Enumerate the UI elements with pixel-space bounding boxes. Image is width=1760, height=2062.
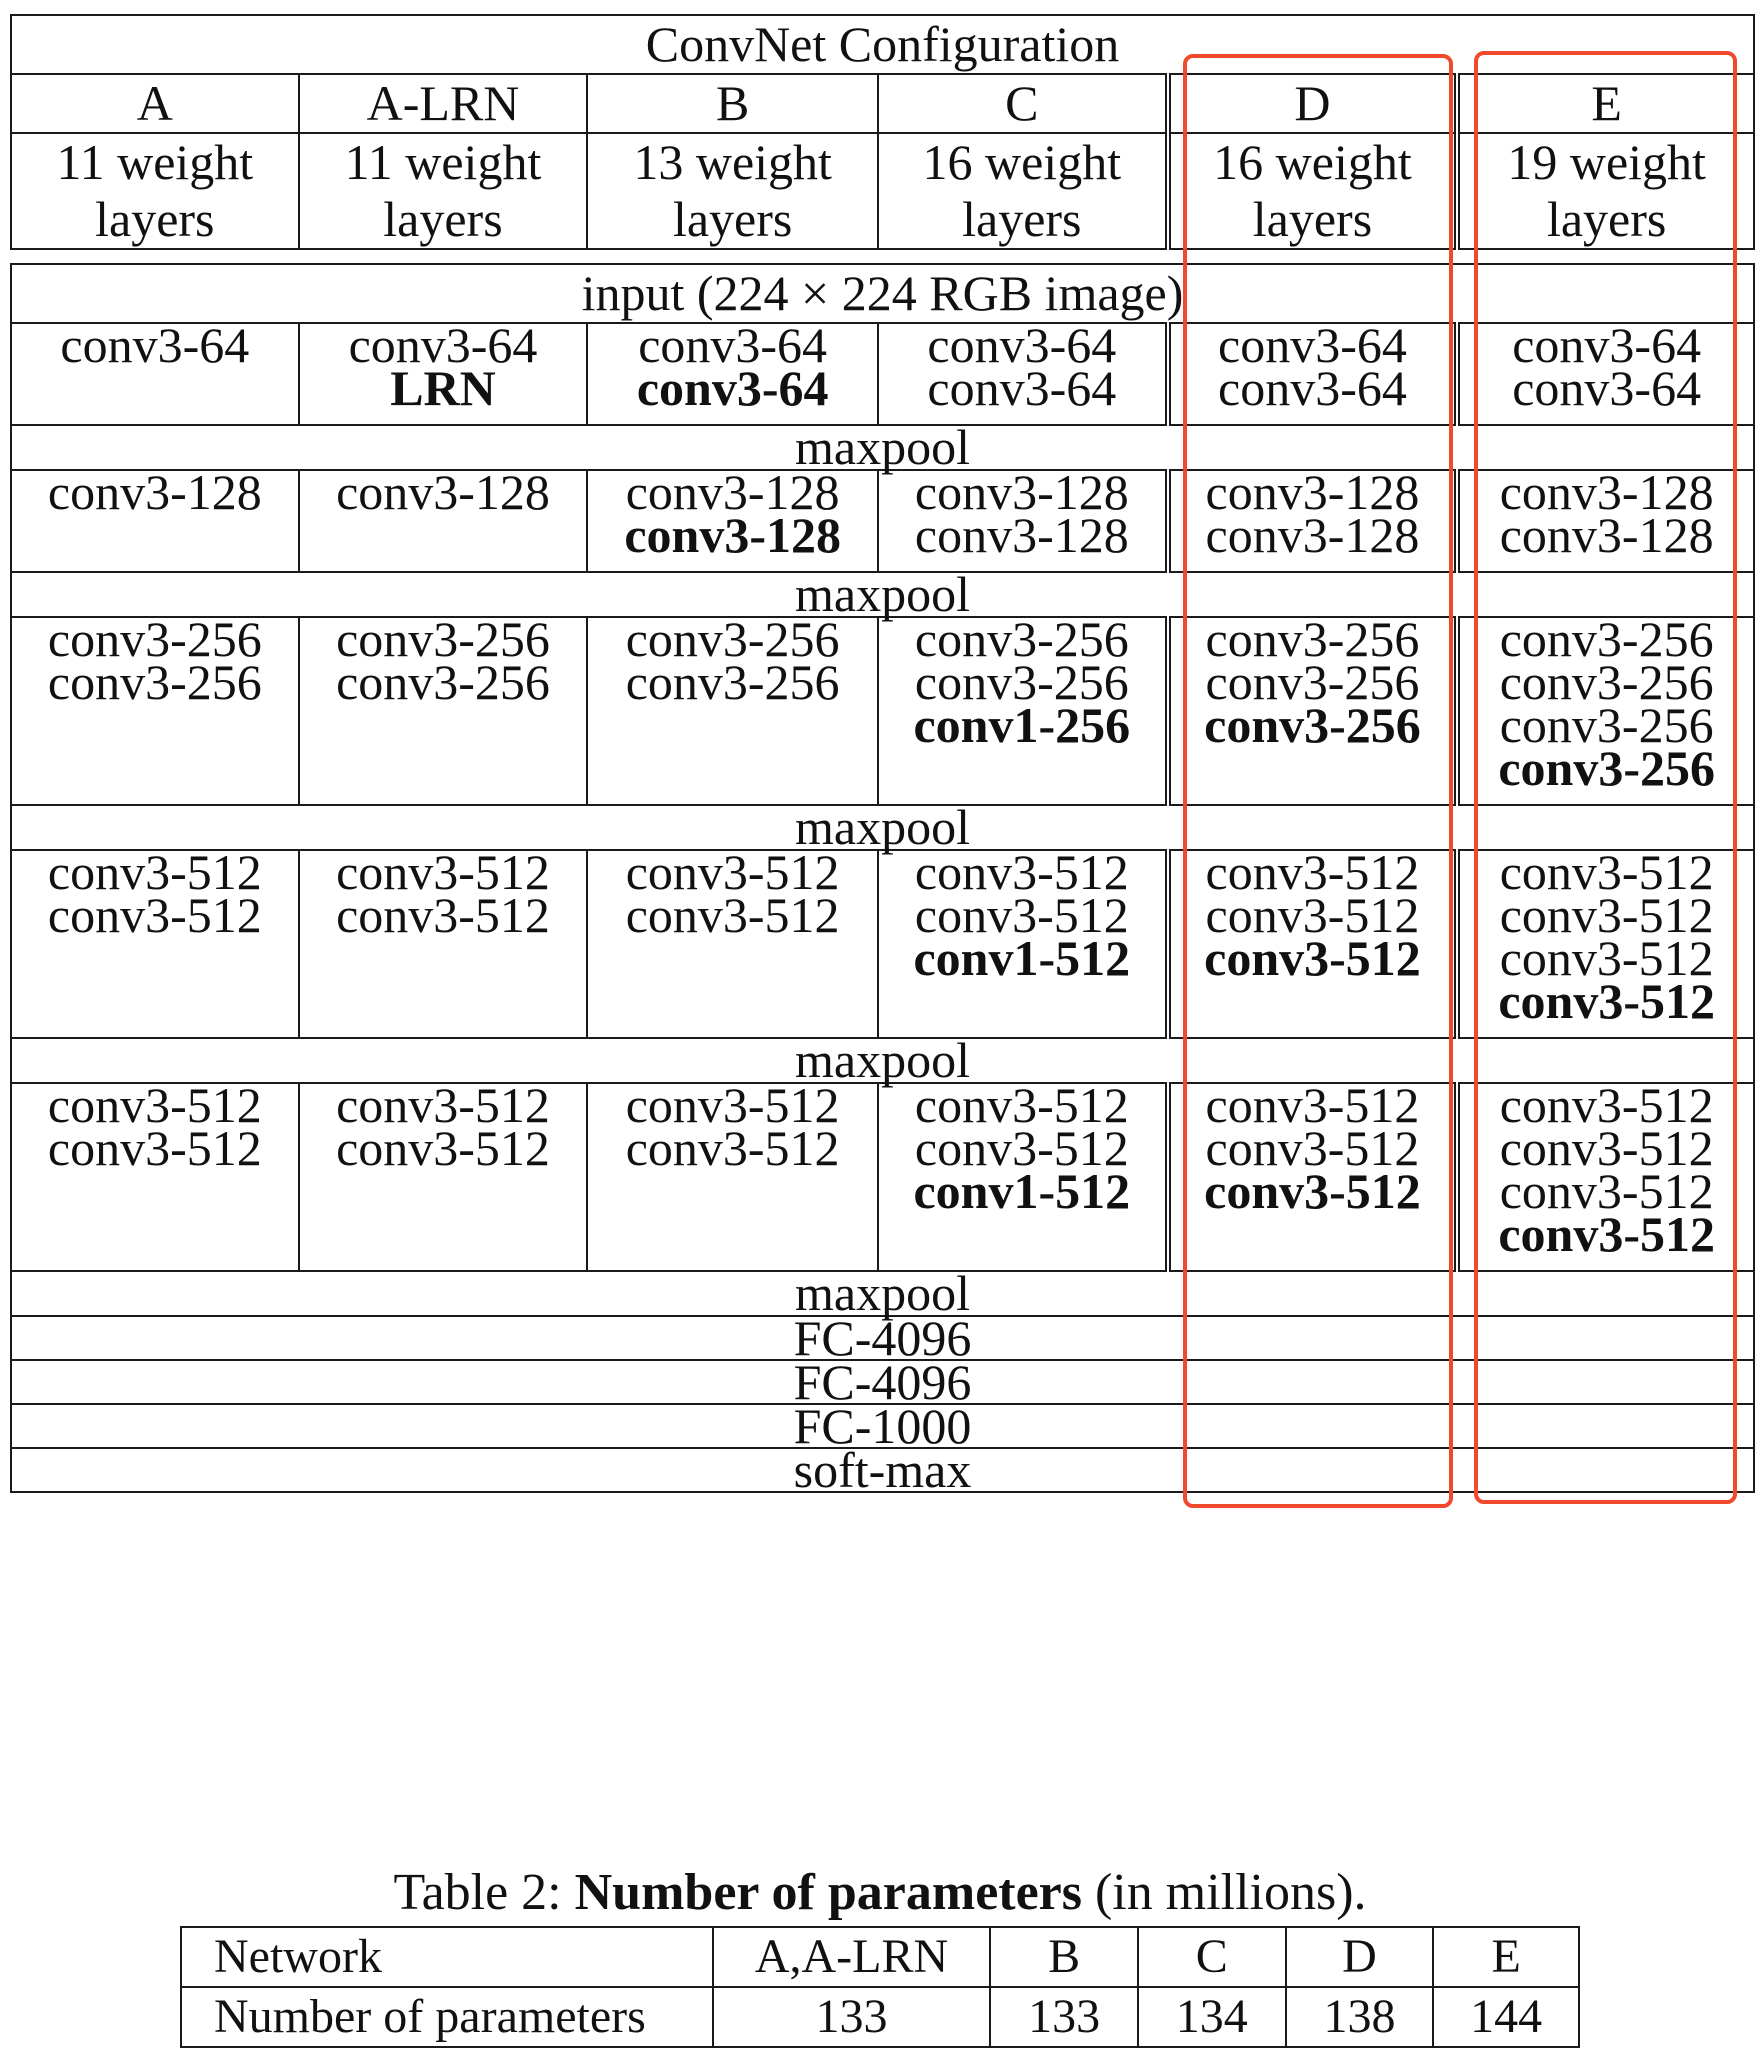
layer-entry: conv3-256 [625,654,840,710]
layer-entry: conv3-128 [914,507,1129,563]
layer-entry: conv3-512 [1204,1163,1421,1219]
layer-entry: conv3-512 [1499,1163,1714,1219]
conv-cell-c [878,844,1168,1038]
layer-count-a [11,133,299,249]
conv-cell-b [587,844,878,1038]
layer-count-line: layers [1252,191,1373,247]
maxpool-label: maxpool [11,572,1754,617]
layer-entry: conv3-512 [1499,844,1714,900]
conv-cell-b [587,317,878,425]
table2-caption-bold: Number of parameters [574,1864,1082,1921]
conv-cell-e [1457,464,1754,572]
column-name-d: D [1168,74,1458,133]
layer-entry: conv3-512 [1498,973,1715,1029]
layer-entry: conv1-512 [913,930,1131,986]
layer-count-line: layers [383,191,503,247]
layer-entry: conv3-512 [1499,887,1714,943]
conv-cell-a [11,844,299,1038]
conv-cell-a-lrn [299,317,588,425]
layer-entry: conv3-64 [927,317,1117,373]
layer-entry: conv3-512 [1499,1077,1714,1133]
tail-layer-label: soft-max [11,1448,1754,1492]
convnet-configuration-table [10,14,1755,1498]
layer-count-line: 11 weight [56,134,254,190]
layer-entry: conv3-256 [1499,697,1714,753]
layer-count-line: 16 weight [1213,134,1412,190]
conv-cell-d [1168,611,1458,805]
config-spacer [11,249,1754,264]
layer-entry: conv3-64 [638,317,828,373]
layer-entry: conv3-512 [1499,1120,1714,1176]
layer-entry: conv3-512 [336,887,550,943]
params-value-a-alrn: 133 [713,1987,991,2047]
conv-cell-a-lrn [299,844,588,1038]
layer-entry: conv3-64 [1512,360,1702,416]
conv-cell-c [878,317,1168,425]
conv-cell-b [587,1077,878,1271]
layer-count-e [1457,133,1754,249]
layer-entry: conv3-128 [914,464,1129,520]
params-header-d: D [1286,1927,1434,1987]
layer-entry: conv3-512 [336,1077,550,1133]
conv-cell-a-lrn [299,464,588,572]
layer-entry: conv3-256 [47,654,262,710]
layer-count-a-lrn [299,133,588,249]
layer-entry: conv3-512 [914,1077,1129,1133]
layer-entry: conv3-256 [914,611,1129,667]
table2-caption [0,1862,1760,1924]
tail-layer-label: FC-4096 [11,1360,1754,1404]
layer-count-line: 16 weight [922,134,1122,190]
parameters-table [180,1926,1580,2048]
params-header-row [181,1927,1579,1987]
layer-count-line: layers [95,191,215,247]
layer-count-line: layers [1546,191,1667,247]
layer-entry: LRN [390,360,496,416]
conv-cell-e [1457,317,1754,425]
layer-entry: conv3-256 [914,654,1129,710]
conv-cell-c [878,464,1168,572]
layer-entry: conv1-256 [913,697,1131,753]
conv-cell-a [11,317,299,425]
maxpool-row [11,805,1754,850]
conv-cell-c [878,611,1168,805]
conv-block-row [11,323,1754,425]
layer-entry: conv3-256 [1205,611,1420,667]
layer-entry: conv3-512 [47,887,262,943]
layer-entry: conv3-512 [914,1120,1129,1176]
conv-cell-d [1168,464,1458,572]
params-header-c: C [1138,1927,1286,1987]
layer-entry: conv3-256 [1499,654,1714,710]
config-spacer-row [11,249,1754,264]
layer-entry: conv3-128 [1205,464,1420,520]
layer-entry: conv3-512 [47,844,262,900]
layer-entry: conv3-128 [1499,464,1714,520]
layer-entry: conv3-512 [1205,887,1420,943]
conv-cell-e [1457,844,1754,1038]
tail-layer-label: FC-1000 [11,1404,1754,1448]
layer-entry: conv3-64 [1218,360,1407,416]
layer-count-d [1168,133,1458,249]
conv-block-row [11,617,1754,805]
params-header-network: Network [181,1927,713,1987]
layer-count-line: layers [672,191,793,247]
layer-entry: conv3-128 [1499,507,1714,563]
layer-entry: conv3-512 [47,1120,262,1176]
layer-entry: conv3-64 [60,317,250,373]
layer-entry: conv3-64 [1512,317,1702,373]
params-value-row [181,1987,1579,2047]
params-value-d: 138 [1286,1987,1434,2047]
layer-entry: conv3-512 [914,844,1129,900]
params-value-b: 133 [990,1987,1138,2047]
layer-count-line: 11 weight [344,134,542,190]
conv-cell-a-lrn [299,611,588,805]
layer-entry: conv3-512 [1499,930,1714,986]
tail-layer-label: FC-4096 [11,1316,1754,1360]
column-name-b: B [587,74,878,133]
table2-caption-prefix: Table 2: [393,1864,575,1921]
params-value-c: 134 [1138,1987,1286,2047]
maxpool-label: maxpool [11,1271,1754,1316]
config-column-names-row [11,74,1754,133]
conv-cell-d [1168,1077,1458,1271]
layer-entry: conv3-512 [625,887,840,943]
column-name-a: A [11,74,299,133]
layer-entry: conv3-256 [47,611,262,667]
layer-count-b [587,133,878,249]
column-name-e: E [1457,74,1754,133]
layer-count-line: 13 weight [633,134,832,190]
table2-caption-suffix: (in millions). [1081,1864,1367,1921]
maxpool-row [11,425,1754,470]
layer-entry: conv3-512 [1205,844,1420,900]
layer-entry: conv3-512 [1205,1120,1420,1176]
layer-entry: conv3-128 [336,464,550,520]
layer-entry: conv3-64 [636,360,829,416]
layer-entry: conv3-256 [1204,697,1421,753]
maxpool-row [11,572,1754,617]
params-row-label: Number of parameters [181,1987,713,2047]
column-name-a-lrn: A-LRN [299,74,588,133]
layer-entry: conv3-256 [336,611,550,667]
config-input-row [11,264,1754,323]
conv-block-row [11,1083,1754,1271]
layer-entry: conv3-512 [625,1120,840,1176]
config-layer-count-row [11,133,1754,249]
params-header-e: E [1433,1927,1579,1987]
layer-entry: conv3-128 [624,507,841,563]
conv-cell-a-lrn [299,1077,588,1271]
params-header-a-alrn: A,A-LRN [713,1927,991,1987]
layer-entry: conv3-512 [336,1120,550,1176]
layer-entry: conv3-256 [1499,611,1714,667]
layer-entry: conv3-256 [625,611,840,667]
conv-cell-d [1168,844,1458,1038]
layer-entry: conv3-512 [625,1077,840,1133]
layer-entry: conv3-512 [336,844,550,900]
layer-entry: conv3-512 [625,844,840,900]
conv-block-row [11,850,1754,1038]
maxpool-row [11,1038,1754,1083]
layer-entry: conv3-512 [914,887,1129,943]
column-name-c: C [878,74,1168,133]
maxpool-label: maxpool [11,805,1754,850]
config-title: ConvNet Configuration [11,15,1754,74]
conv-cell-a [11,611,299,805]
maxpool-label: maxpool [11,425,1754,470]
layer-entry: conv3-512 [1205,1077,1420,1133]
layer-entry: conv3-512 [47,1077,262,1133]
conv-cell-d [1168,317,1458,425]
layer-entry: conv3-512 [1498,1206,1715,1262]
layer-entry: conv3-64 [1218,317,1407,373]
maxpool-label: maxpool [11,1038,1754,1083]
params-header-b: B [990,1927,1138,1987]
layer-entry: conv3-256 [1205,654,1420,710]
layer-entry: conv3-64 [348,317,538,373]
layer-entry: conv3-128 [47,464,262,520]
layer-count-c [878,133,1168,249]
layer-entry: conv3-64 [927,360,1117,416]
tail-layer-row [11,1448,1754,1492]
conv-cell-a [11,464,299,572]
conv-cell-e [1457,611,1754,805]
layer-entry: conv1-512 [913,1163,1131,1219]
layer-entry: conv3-512 [1204,930,1421,986]
layer-entry: conv3-128 [1205,507,1420,563]
layer-entry: conv3-256 [336,654,550,710]
layer-count-line: 19 weight [1507,134,1706,190]
conv-cell-c [878,1077,1168,1271]
layer-entry: conv3-256 [1498,740,1715,796]
layer-count-line: layers [962,191,1082,247]
conv-cell-b [587,464,878,572]
conv-cell-e [1457,1077,1754,1271]
params-value-e: 144 [1433,1987,1579,2047]
conv-cell-a [11,1077,299,1271]
conv-cell-b [587,611,878,805]
input-label: input (224 × 224 RGB image) [11,264,1754,323]
config-title-row [11,15,1754,74]
layer-entry: conv3-128 [625,464,840,520]
conv-block-row [11,470,1754,572]
